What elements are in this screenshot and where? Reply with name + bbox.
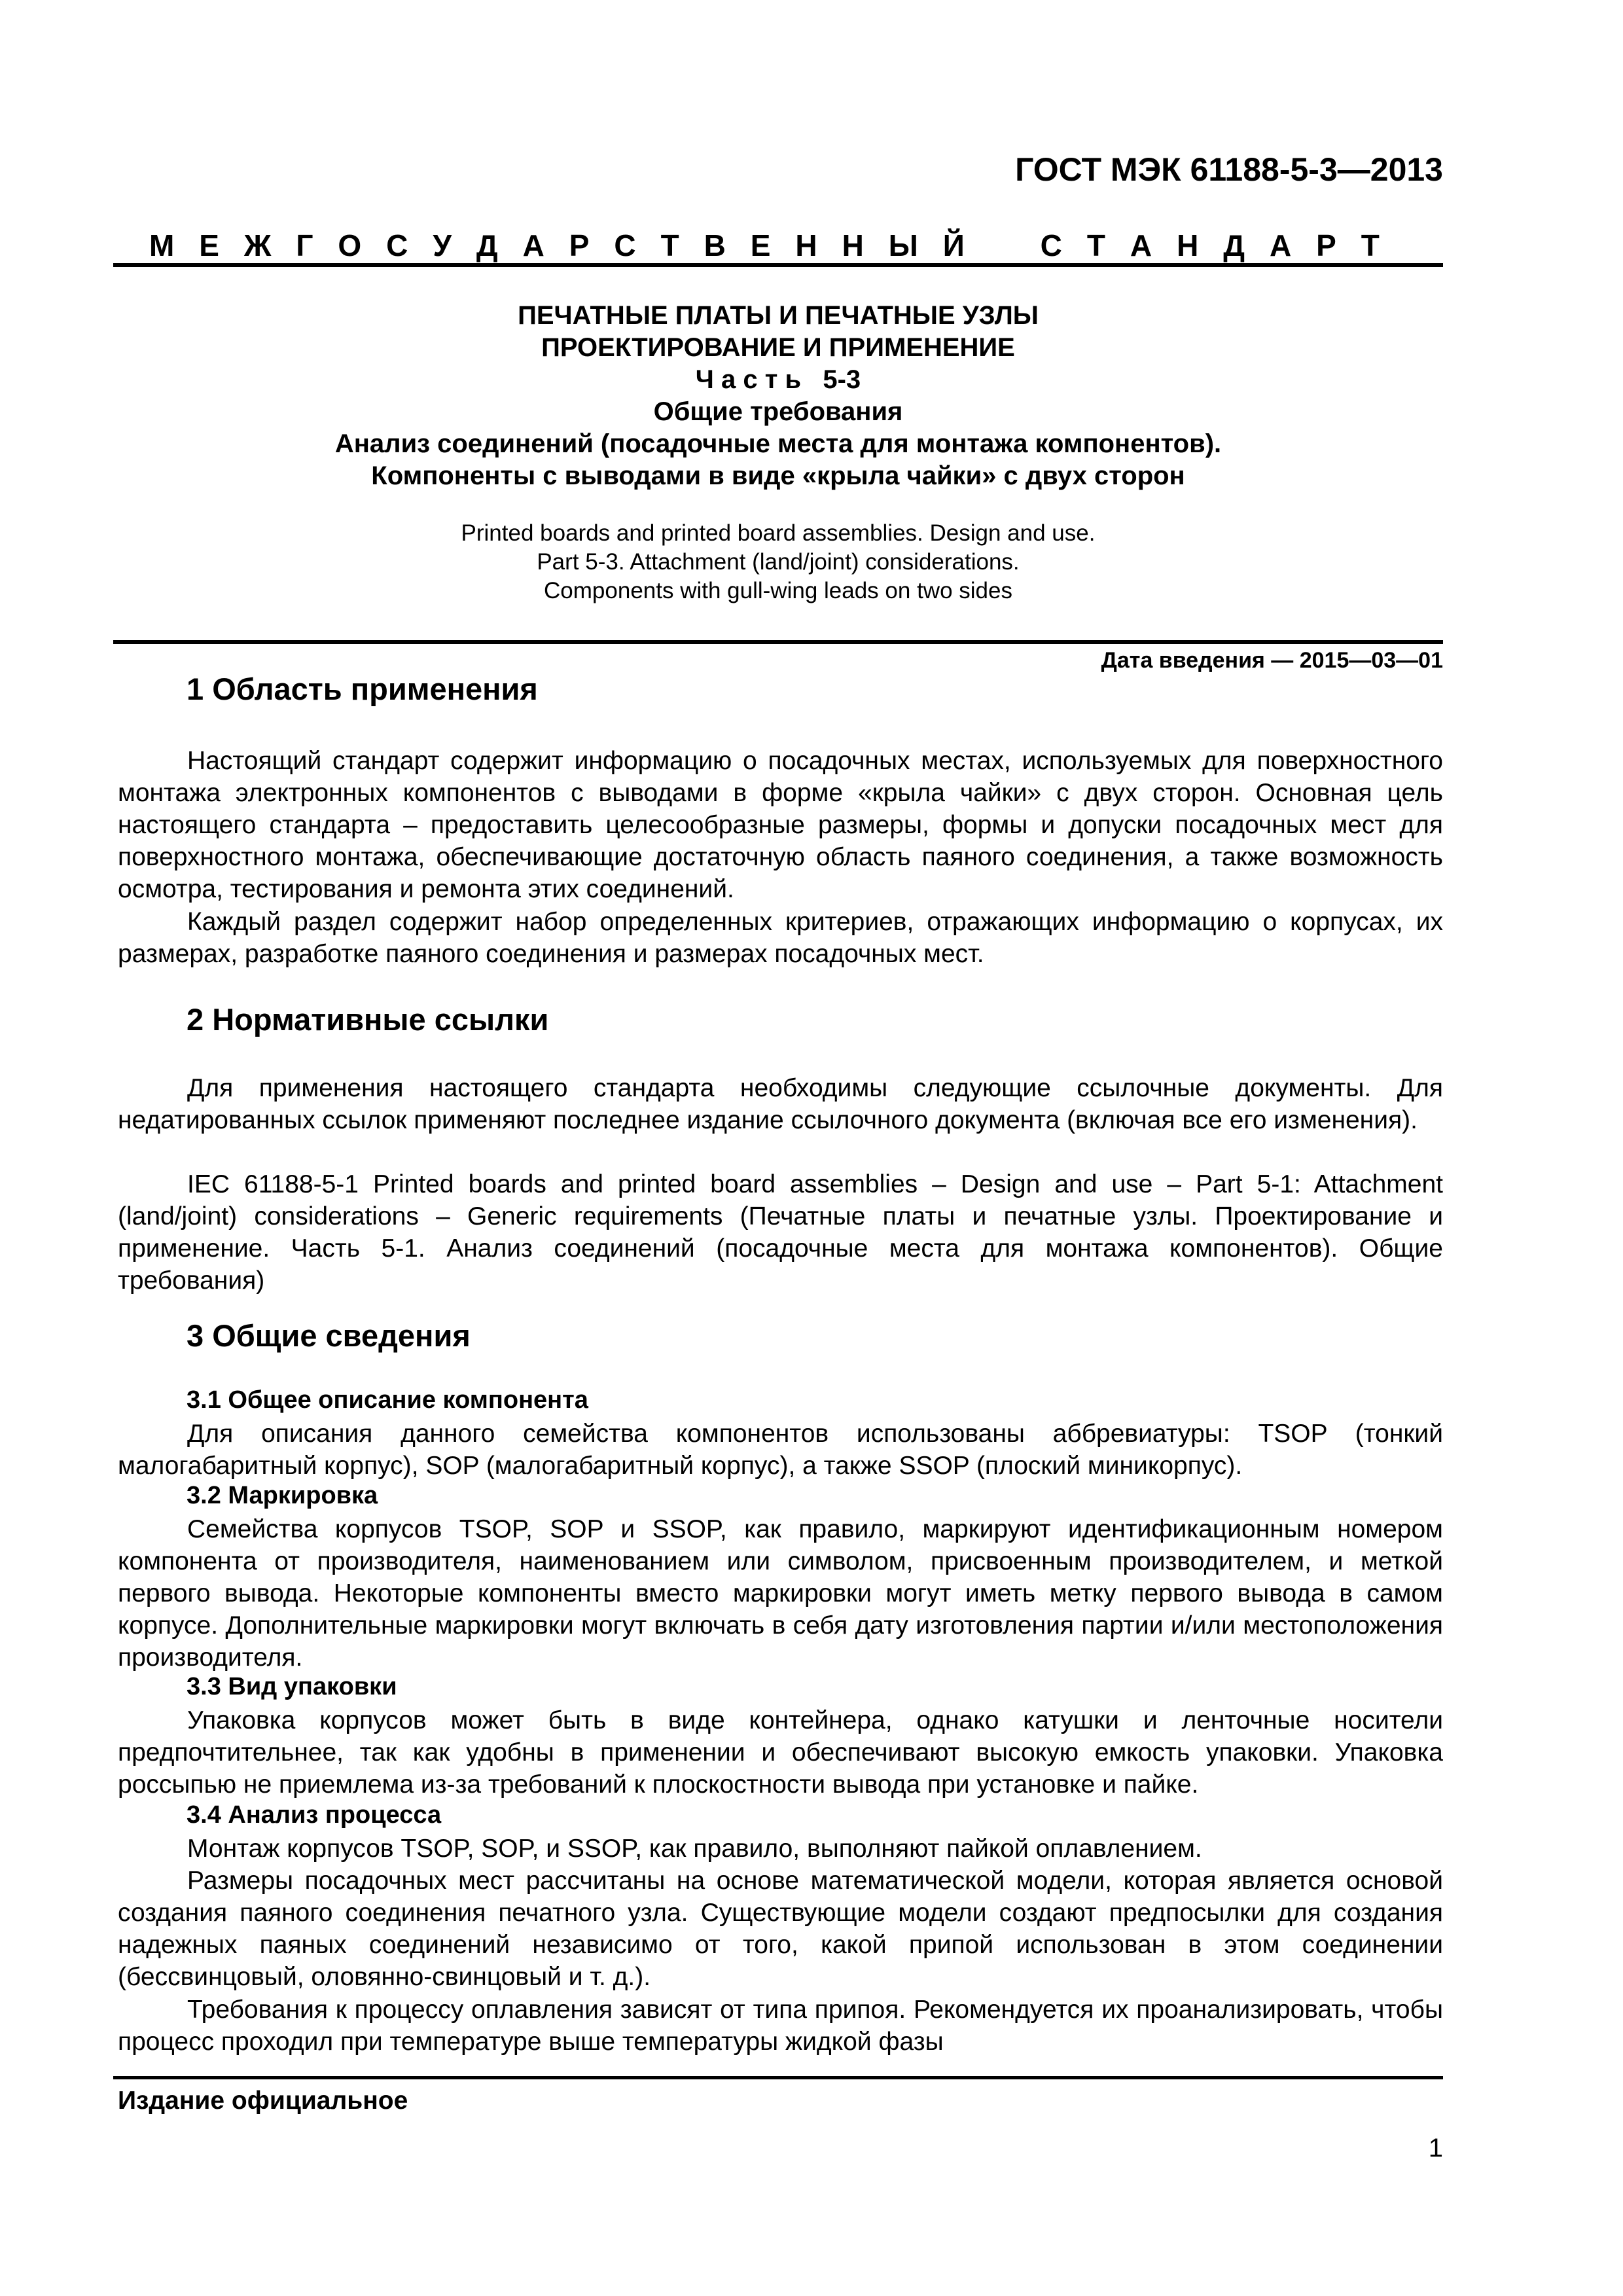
- interstate-letter: С: [386, 228, 408, 262]
- subsection-3-4-heading: 3.4 Анализ процесса: [187, 1801, 442, 1829]
- title-line-1: ПЕЧАТНЫЕ ПЛАТЫ И ПЕЧАТНЫЕ УЗЛЫ: [518, 301, 1039, 330]
- interstate-letter: Р: [569, 228, 590, 262]
- title-part: Ч а с т ь 5-3: [695, 365, 861, 394]
- page-number: 1: [1428, 2134, 1443, 2162]
- interstate-letter: Ы: [888, 228, 918, 262]
- section-2-heading: 2 Нормативные ссылки: [187, 1002, 549, 1037]
- interstate-letter: В: [704, 228, 726, 262]
- interstate-letter: Р: [1316, 228, 1336, 262]
- interstate-letter: Г: [296, 228, 313, 262]
- english-title-line-3: Components with gull-wing leads on two sides: [544, 578, 1012, 603]
- subsection-3-2-paragraph: Семейства корпусов TSOP, SOP и SSOP, как правило, маркируют идентификационным номером компонента от производителя, наименованием или символом, присвоенным производителем, и меткой первого вывода. Некоторые компоненты вместо маркировки могут иметь метку первого вывода в самом корпусе. Дополнительные маркировки могут включать в себя дату изготовления партии и/или местоположения производителя.: [118, 1515, 1443, 1672]
- interstate-letter: Д: [476, 228, 498, 262]
- interstate-letter: Т: [660, 228, 679, 262]
- interstate-letter: Т: [1086, 228, 1105, 262]
- english-title-line-1: Printed boards and printed board assemblies. Design and use.: [461, 520, 1096, 546]
- section-1-paragraph-2: Каждый раздел содержит набор определенных критериев, отражающих информацию о корпусах, их размерах, разработке паяного соединения и размерах посадочных мест.: [118, 908, 1443, 968]
- interstate-letter: М: [149, 228, 175, 262]
- interstate-letter: С: [1040, 228, 1062, 262]
- section-1-paragraph-1: Настоящий стандарт содержит информацию о посадочных местах, используемых для поверхностного монтажа электронных компонентов с выводами в форме «крыла чайки» с двух сторон. Основная цель настоящего стандарта – предоставить целесообразные размеры, формы и допуски посадочных мест для поверхностного монтажа, обеспечивающие достаточную область паяного соединения, а также возможность осмотра, тестирования и ремонта этих соединений.: [118, 747, 1443, 903]
- title-line-5: Анализ соединений (посадочные места для монтажа компонентов).: [334, 429, 1222, 458]
- interstate-letter: [990, 228, 1016, 263]
- header-rule: [113, 263, 1443, 267]
- interstate-letter: Д: [1223, 228, 1245, 262]
- interstate-letter: Е: [199, 228, 219, 262]
- english-title-line-2: Part 5-3. Attachment (land/joint) considerations.: [537, 549, 1020, 575]
- interstate-letter: С: [614, 228, 636, 262]
- interstate-letter: А: [1269, 228, 1292, 262]
- interstate-letter: А: [1130, 228, 1152, 262]
- subsection-3-4-paragraph-2: Размеры посадочных мест рассчитаны на основе математической модели, которая является основой создания паяного соединения печатного узла. Существующие модели создают предпосылки для создания надежных паяных соединений независимо от того, какой припой использован в этом соединении (бессвинцовый, оловянно-свинцовый и т. д.).: [118, 1867, 1443, 1991]
- interstate-letter: Е: [750, 228, 771, 262]
- introduction-date: Дата введения — 2015—03—01: [1101, 648, 1443, 673]
- subsection-3-3-paragraph: Упаковка корпусов может быть в виде контейнера, однако катушки и ленточные носители предпочтительнее, так как удобны в применении и обеспечивают высокую емкость упаковки. Упаковка россыпью не приемлема из-за требований к плоскостности вывода при установке и пайке.: [118, 1706, 1443, 1799]
- interstate-letter: Ж: [243, 228, 272, 262]
- title-line-2: ПРОЕКТИРОВАНИЕ И ПРИМЕНЕНИЕ: [541, 333, 1015, 362]
- interstate-letter: Т: [1361, 228, 1380, 262]
- interstate-letter: Й: [942, 228, 965, 262]
- interstate-letter: Н: [795, 228, 817, 262]
- interstate-letter: Н: [842, 228, 864, 262]
- section-1-heading: 1 Область применения: [187, 672, 538, 706]
- footer-rule: [113, 2076, 1443, 2079]
- subsection-3-2-heading: 3.2 Маркировка: [187, 1482, 378, 1509]
- section-3-heading: 3 Общие сведения: [187, 1318, 471, 1353]
- subsection-3-4-paragraph-1: Монтаж корпусов TSOP, SOP, и SSOP, как правило, выполняют пайкой оплавлением.: [187, 1835, 1202, 1863]
- interstate-letter: У: [433, 228, 452, 262]
- subsection-3-1-heading: 3.1 Общее описание компонента: [187, 1386, 588, 1414]
- official-edition-label: Издание официальное: [118, 2087, 408, 2115]
- title-line-4: Общие требования: [653, 397, 903, 426]
- interstate-standard-banner: [149, 228, 1380, 263]
- interstate-letter: Н: [1177, 228, 1199, 262]
- title-rule: [113, 640, 1443, 644]
- interstate-letter: А: [522, 228, 544, 262]
- subsection-3-4-paragraph-3: Требования к процессу оплавления зависят от типа припоя. Рекомендуется их проанализировать, чтобы процесс проходил при температуре выше температуры жидкой фазы: [118, 1996, 1443, 2056]
- subsection-3-1-paragraph: Для описания данного семейства компонентов использованы аббревиатуры: TSOP (тонкий малогабаритный корпус), SOP (малогабаритный корпус), а также SSOP (плоский миникорпус).: [118, 1420, 1443, 1480]
- interstate-letter: О: [338, 228, 362, 262]
- section-2-paragraph-1: Для применения настоящего стандарта необходимы следующие ссылочные документы. Для недатированных ссылок применяют последнее издание ссылочного документа (включая все его изменения).: [118, 1074, 1443, 1134]
- subsection-3-3-heading: 3.3 Вид упаковки: [187, 1673, 397, 1700]
- document-code: ГОСТ МЭК 61188-5-3—2013: [1015, 151, 1443, 188]
- title-block: [113, 300, 1443, 492]
- section-2-paragraph-2: IEC 61188-5-1 Printed boards and printed board assemblies – Design and use – Part 5-1: Attachment (land/joint) considerations – Generic requirements (Печатные платы и печатные узлы. Проектирование и применение. Часть 5-1. Анализ соединений (посадочные места для монтажа компонентов). Общие требования): [118, 1170, 1443, 1295]
- english-title-block: [113, 519, 1443, 605]
- title-line-6: Компоненты с выводами в виде «крыла чайки» с двух сторон: [371, 461, 1185, 490]
